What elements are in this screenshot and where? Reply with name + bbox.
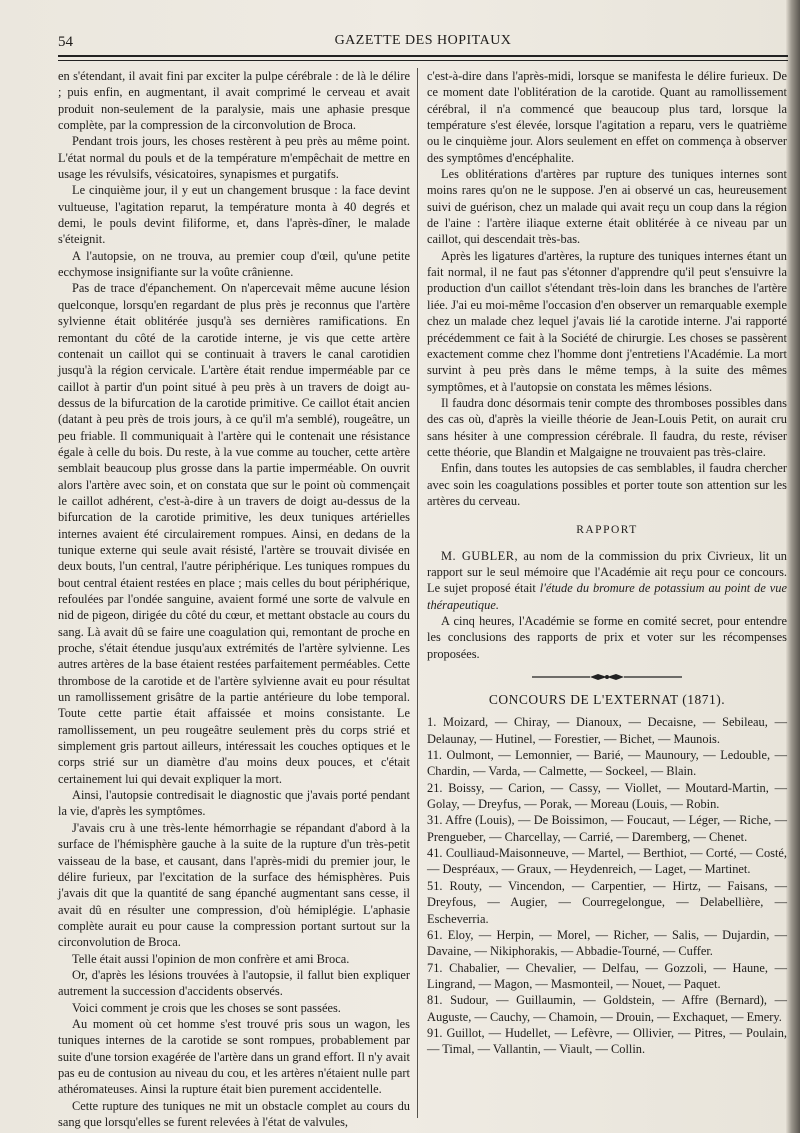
paragraph: Pas de trace d'épanchement. On n'apercevait même aucune lésion quelconque, lorsqu'en regardant de plus près je reconnus que l'artère sylvienne était oblitérée jusqu'à ses dernières ramifications. En remontant du côté de la carotide interne, je vis que cette artère contenait un caillot qui se continuait à travers le canal carotidien jusqu'à la région cervicale. L'artère était rendue imperméable par ce caillot à partir d'un point situé à peu près à un travers de doigt au-dessus de la bifurcation de la carotide primitive. Ce caillot était ancien (datant à peu près de trois jours, à ce qu'il m'a semblé), rougeâtre, un peu friable. Il communiquait à l'artère qui le contenait une résistance égale à celle du bois. Du reste, à la vue comme au toucher, cette artère semblait beaucoup plus grosse dans la partie imperméable. On ouvrit alors l'artère avec soin, et on constata que sur le point où commençait le caillot adhérent, c'est-à-dire à un travers de doigt au-dessus de la bifurcation de la carotide primitive, les deux tuniques artérielles internes avaient été circulairement rompues. Ainsi, en dedans de la tunique externe qui seule avait résisté, l'artère se trouvait divisée en deux bouts, l'un central, l'autre périphérique. Les tuniques rompues du bout central étaient restées en place ; mais celles du bout périphérique, refoulées par l'ondée sanguine, avaient formé une sorte de valvule en nid de pigeon, dirigée du côté du cœur, et mettant obstacle au cours du sang. Là avait dû se faire une coagulation qui, remontant de proche en proche, s'était étendue jusqu'aux extrémités de l'artère sylvienne. Les autres artères de la base étaient restées parfaitement perméables. Cette thrombose de la carotide et de l'artère sylvienne avait eu pour résultat un ramollissement grisâtre de la partie antérieure du lobe temporal. Toute cette partie était affaissée et moins consistante. Le ramollissement, un peu rougeâtre seulement près du corps strié et simplement gris partout ailleurs, intéressait les couches optiques et le corps strié sur un diamètre d'au moins deux pouces, et c'était certainement lui qui devait expliquer la mort. [58,281,410,786]
paragraph: Enfin, dans toutes les autopsies de cas semblables, il faudra chercher avec soin les coagulations possibles et porter toute son attention sur les artères du cerveau. [427,461,787,508]
paragraph: Pendant trois jours, les choses restèrent à peu près au même point. L'état normal du pouls et de la température m'empêchait de mettre en usage les révulsifs, vésicatoires, synapismes et purgatifs. [58,134,410,182]
list-item: 71. Chabalier, — Chevalier, — Delfau, — Gozzoli, — Haune, — Lingrand, — Magon, — Masmonteil, — Nouet, — Paquet. [427,960,787,991]
rapport-paragraph [427,548,787,613]
paragraph: en s'étendant, il avait fini par exciter la pulpe cérébrale : de là le délire ; puis enfin, en augmentant, il avait comprimé le cerveau et avait produit non-seulement de la paralysie, mais une aphasie presque complète, par la compression de la circonvolution de Broca. [58,69,410,133]
list-item: 1. Moizard, — Chiray, — Dianoux, — Decaisne, — Sebileau, — Delaunay, — Hutinel, — Forestier, — Bichet, — Maunois. [427,715,787,746]
rapport-text: au nom de la commission du prix Civrieux, lit un rapport sur le seul mémoire que l'Académie ait reçu pour ce concours. Le sujet proposé était [427,548,787,596]
list-item: 11. Oulmont, — Lemonnier, — Barié, — Maunoury, — Ledouble, — Chardin, — Varda, — Calmette, — Sockeel, — Blain. [427,748,787,779]
left-column [58,68,410,1130]
paragraph: Les oblitérations d'artères par rupture des tuniques internes sont moins rares qu'on ne le suppose. J'en ai observé un cas, heureusement suivi de guérison, chez un malade qui avait reçu un coup dans la région de l'aine : l'artère iliaque externe était oblitérée à ce niveau par un caillot, qui descendait très-bas. [427,167,787,247]
page-number: 54 [58,34,73,50]
concours-list [427,714,787,1057]
paragraph: Voici comment je crois que les choses se sont passées. [72,1000,341,1015]
column-separator [417,68,418,1118]
rapport-subject: l'étude du bromure de potassium au point de vue thérapeutique. [427,581,788,612]
header-rule-thin [58,60,788,61]
header-rule-thick [58,55,788,57]
list-item: 41. Coulliaud-Maisonneuve, — Martel, — Berthiot, — Corté, — Costé, — Despréaux, — Graux, — Heydenreich, — Laget, — Martinet. [427,846,787,877]
rapport-heading: RAPPORT [576,524,638,537]
list-item: 91. Guillot, — Hudellet, — Lefèvre, — Ollivier, — Pitres, — Poulain, — Timal, — Vallantin, — Viault, — Collin. [427,1025,787,1057]
paragraph: Au moment où cet homme s'est trouvé pris sous un wagon, les tuniques internes de la carotide se sont rompues, probablement par suite d'une torsion exagérée de l'artère dans un grand effort. Il n'y avait pas eu de contusion au niveau du cou, et les artères n'étaient nulle part athéromateuses. Ainsi la rupture était bien purement accidentelle. [58,1016,410,1097]
list-item: 51. Routy, — Vincendon, — Carpentier, — Hirtz, — Faisans, — Dreyfous, — Augier, — Courregelongue, — Delabellière, — Escheverria. [427,878,787,926]
paragraph: Cette rupture des tuniques ne mit un obstacle complet au cours du sang que lorsqu'elles se furent relevées à l'état de valvules, [58,1098,410,1129]
paragraph: J'avais cru à une très-lente hémorrhagie se répandant d'abord à la surface de l'hémisphère gauche à la suite de la rupture d'un très-petit vaisseau de la base, et causant, dans l'après-midi du premier jour, le délire furieux, par l'excitation de la surface des hémisphères. Puis j'avais dit que la quantité de sang épanché augmentant sans cesse, il avait dû en résulter une compression, d'où hémiplégie. L'aphasie complète aurait eu pour cause la compression portant surtout sur la circonvolution de Broca. [58,820,410,950]
paragraph: A l'autopsie, on ne trouva, au premier coup d'œil, qu'une petite ecchymose insignifiante sur la voûte crânienne. [58,248,410,280]
running-title: GAZETTE DES HOPITAUX [334,33,512,48]
paragraph: Le cinquième jour, il y eut un changement brusque : la face devint vultueuse, l'agitation reparut, la température monta à 40 degrés et demi, le pouls devint filiforme, et, dans l'après-dîner, le malade s'éteignit. [58,183,410,247]
list-item: 31. Affre (Louis), — De Boissimon, — Foucaut, — Léger, — Riche, — Prengueber, — Charcellay, — Carrié, — Daremberg, — Chenet. [427,813,787,844]
fleuron-divider [532,672,682,682]
paragraph: Après les ligatures d'artères, la rupture des tuniques internes étant un fait normal, il ne faut pas s'étonner d'apprendre qu'il peut s'ensuivre la production d'un caillot s'étendant très-loin dans les branches de l'artère liée. J'ai eu moi-même l'occasion d'en observer un remarquable exemple chez un malade chez lequel j'avais lié la carotide interne. J'ai rapporté précédemment ce fait à la Société de chirurgie. Les choses se passèrent exactement comme chez l'homme dont j'entretiens l'Académie. La mort survint à peu près dans le même temps, à la suite des mêmes symptômes, et à l'autopsie on constata les mêmes lésions. [427,248,787,394]
paragraph: A cinq heures, l'Académie se forme en comité secret, pour entendre les conclusions des rapports de prix et voter sur les récompenses proposées. [427,614,787,661]
list-item: 61. Eloy, — Herpin, — Morel, — Richer, — Salis, — Dujardin, — Davaine, — Nikiphorakis, — Abbadie-Tourné, — Cuffer. [427,927,787,959]
paragraph: Il faudra donc désormais tenir compte des thromboses possibles dans des cas où, d'après la vieille théorie de Jean-Louis Petit, on aurait cru sans hésiter à une compression cérébrale. Il faudra, du reste, réviser cette théorie, que Blandin et Malgaigne ne trouvaient pas très-claire. [427,395,787,459]
paragraph: Telle était aussi l'opinion de mon confrère et ami Broca. [72,951,350,966]
page-edge-shadow [786,0,800,1133]
list-item: 21. Boissy, — Carion, — Cassy, — Viollet, — Moutard-Martin, — Golay, — Dreyfus, — Porak, — Moreau (Louis, — Robin. [427,780,787,812]
page-header [58,30,788,50]
paragraph: Ainsi, l'autopsie contredisait le diagnostic que j'avais porté pendant la vie, d'après les symptômes. [58,788,410,819]
paragraph: Or, d'après les lésions trouvées à l'autopsie, il fallut bien expliquer autrement la succession d'accidents observés. [58,967,410,999]
list-item: 81. Sudour, — Guillaumin, — Goldstein, — Affre (Bernard), — Auguste, — Cauchy, — Chamoin, — Drouin, — Exchaquet, — Emery. [427,993,787,1024]
paragraph: c'est-à-dire dans l'après-midi, lorsque se manifesta le délire furieux. De ce moment date l'oblitération de la carotide. Quant au ramollissement cérébral, il n'a commencé que beaucoup plus tard, lorsque la température s'est élevée, lorsque l'agitation a reparu, vers le quatrième ou le cinquième jour. Alors seulement en effet on commença à observer des symptômes d'encéphalite. [427,69,787,165]
speaker-name: M. GUBLER, [441,548,519,563]
concours-heading: CONCOURS DE L'EXTERNAT (1871). [488,692,726,708]
right-column [427,68,787,1058]
